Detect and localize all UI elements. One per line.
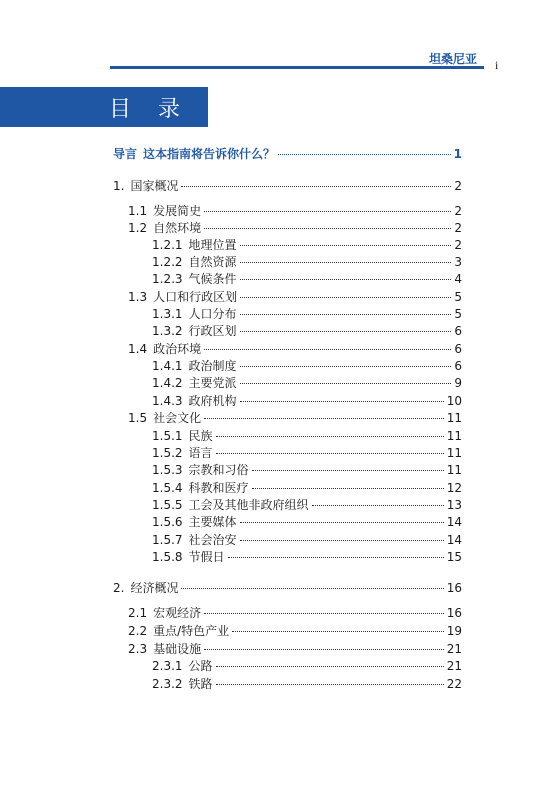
toc-entry-number: 1.5 xyxy=(128,411,148,425)
toc-entry-leader xyxy=(216,453,444,454)
toc-entry[interactable] xyxy=(128,410,462,426)
toc-entry-title: 地理位置 xyxy=(188,238,237,252)
toc-entry-leader xyxy=(216,436,444,437)
toc-entry-title: 行政区划 xyxy=(188,324,237,338)
toc-entry[interactable] xyxy=(152,549,462,565)
toc-entry-page: 22 xyxy=(446,677,462,691)
toc-entry-title: 宗教和习俗 xyxy=(188,463,249,477)
toc-entry-title: 节假日 xyxy=(188,550,225,564)
toc-entry-page: 2 xyxy=(454,204,462,218)
toc-entry-page: 9 xyxy=(454,376,462,390)
toc-entry-page: 1 xyxy=(453,147,462,161)
toc-entry-leader xyxy=(252,488,444,489)
toc-entry-title: 发展简史 xyxy=(153,204,202,218)
toc-entry-page: 6 xyxy=(454,342,462,356)
toc-entry-leader xyxy=(232,631,444,632)
toc-entry[interactable] xyxy=(152,306,462,322)
toc-entry[interactable] xyxy=(152,497,462,513)
toc-entry[interactable] xyxy=(152,532,462,548)
toc-entry-leader xyxy=(240,383,451,384)
toc-entry-page: 19 xyxy=(446,624,462,638)
toc-entry-leader xyxy=(240,401,444,402)
toc-entry[interactable] xyxy=(128,341,462,357)
toc-entry-leader xyxy=(240,366,451,367)
toc-entry[interactable] xyxy=(113,580,462,596)
toc-entry[interactable] xyxy=(152,480,462,496)
toc-entry-title: 人口分布 xyxy=(188,307,237,321)
toc-entry-page: 3 xyxy=(454,255,462,269)
toc-entry-page: 11 xyxy=(446,411,462,425)
toc-entry-number: 1.5.3 xyxy=(152,463,183,477)
toc-entry-title: 重点/特色产业 xyxy=(153,624,230,638)
toc-entry-page: 14 xyxy=(446,533,462,547)
toc-entry-title: 国家概况 xyxy=(130,179,179,193)
toc-entry-page: 11 xyxy=(446,463,462,477)
toc-entry[interactable] xyxy=(152,358,462,374)
toc-entry[interactable] xyxy=(152,237,462,253)
toc-entry-leader xyxy=(240,331,451,332)
toc-entry-number: 1. xyxy=(113,179,125,193)
toc-entry-page: 5 xyxy=(454,307,462,321)
toc-entry-title: 政府机构 xyxy=(188,394,237,408)
toc-entry-page: 4 xyxy=(454,272,462,286)
toc-entry-title: 民族 xyxy=(188,429,213,443)
toc-entry-leader xyxy=(240,245,451,246)
toc-entry-leader xyxy=(216,666,444,667)
toc-entry[interactable] xyxy=(152,323,462,339)
toc-entry[interactable] xyxy=(152,462,462,478)
toc-entry-title: 科教和医疗 xyxy=(188,481,249,495)
toc-title: 目 录 xyxy=(109,97,190,122)
toc-entry-page: 15 xyxy=(446,550,462,564)
toc-entry[interactable] xyxy=(128,220,462,236)
toc-entry-number: 2.1 xyxy=(128,606,148,620)
toc-entry-page: 6 xyxy=(454,359,462,373)
toc-entry-page: 10 xyxy=(446,394,462,408)
toc-entry-leader xyxy=(216,684,444,685)
toc-entry-title: 铁路 xyxy=(188,677,213,691)
toc-entry-title: 基础设施 xyxy=(153,642,202,656)
toc-entry-number: 1.3.2 xyxy=(152,324,183,338)
toc-entry-title: 社会文化 xyxy=(153,411,202,425)
page-numeral: i xyxy=(495,58,499,72)
toc-entry-leader xyxy=(240,314,451,315)
toc-entry-number: 2.3.2 xyxy=(152,677,183,691)
toc-entry[interactable] xyxy=(152,254,462,270)
toc-entry-number: 1.2.2 xyxy=(152,255,183,269)
toc-entry[interactable] xyxy=(152,375,462,391)
toc-entry-title: 工会及其他非政府组织 xyxy=(188,498,309,512)
toc-entry-leader xyxy=(204,418,444,419)
toc-entry[interactable] xyxy=(128,605,462,621)
toc-entry-page: 16 xyxy=(446,606,462,620)
toc-entry-number: 1.5.1 xyxy=(152,429,183,443)
toc-entry-leader xyxy=(312,505,444,506)
toc-entry[interactable] xyxy=(113,178,462,194)
toc-entry-leader xyxy=(278,154,451,155)
toc-entry[interactable] xyxy=(113,146,462,162)
toc-entry-leader xyxy=(204,613,444,614)
toc-entry-number: 1.1 xyxy=(128,204,148,218)
country-header: 坦桑尼亚 xyxy=(428,52,477,66)
toc-entry-leader xyxy=(204,349,451,350)
toc-entry-number: 1.5.8 xyxy=(152,550,183,564)
toc-entry-title: 气候条件 xyxy=(188,272,237,286)
toc-entry[interactable] xyxy=(152,445,462,461)
toc-entry[interactable] xyxy=(128,203,462,219)
toc-entry-page: 2 xyxy=(454,221,462,235)
toc-entry-leader xyxy=(181,186,451,187)
toc-entry-title: 这本指南将告诉你什么？ xyxy=(143,147,276,161)
toc-entry[interactable] xyxy=(152,271,462,287)
toc-entry-title: 主要党派 xyxy=(188,376,237,390)
toc-entry[interactable] xyxy=(152,393,462,409)
toc-entry[interactable] xyxy=(128,289,462,305)
toc-entry-number: 1.5.5 xyxy=(152,498,183,512)
toc-entry-title: 政治制度 xyxy=(188,359,237,373)
toc-entry[interactable] xyxy=(128,641,462,657)
toc-entry-number: 1.4.1 xyxy=(152,359,183,373)
toc-entry-page: 14 xyxy=(446,515,462,529)
toc-entry-leader xyxy=(204,211,451,212)
toc-entry-number: 2.2 xyxy=(128,624,148,638)
toc-entry-page: 5 xyxy=(454,290,462,304)
toc-entry-leader xyxy=(252,470,444,471)
toc-entry-number: 2.3.1 xyxy=(152,659,183,673)
toc-entry-number: 1.5.6 xyxy=(152,515,183,529)
toc-entry-page: 2 xyxy=(454,179,462,193)
toc-entry-title: 语言 xyxy=(188,446,213,460)
toc-entry-number: 1.5.7 xyxy=(152,533,183,547)
toc-entry-page: 13 xyxy=(446,498,462,512)
toc-entry-title: 政治环境 xyxy=(153,342,202,356)
toc-entry-number: 1.3 xyxy=(128,290,148,304)
toc-entry-page: 2 xyxy=(454,238,462,252)
toc-entry[interactable] xyxy=(152,676,462,692)
toc-entry-page: 12 xyxy=(446,481,462,495)
toc-entry-page: 11 xyxy=(446,446,462,460)
toc-entry-page: 11 xyxy=(446,429,462,443)
toc-entry-page: 21 xyxy=(446,642,462,656)
toc-entry-page: 16 xyxy=(446,581,462,595)
toc-entry-title: 经济概况 xyxy=(130,581,179,595)
toc-entry-number: 1.2 xyxy=(128,221,148,235)
toc-entry-number: 1.4 xyxy=(128,342,148,356)
toc-entry[interactable] xyxy=(152,658,462,674)
toc-entry-leader xyxy=(181,588,443,589)
toc-entry-title: 自然资源 xyxy=(188,255,237,269)
toc-entry-number: 1.2.3 xyxy=(152,272,183,286)
toc-entry-page: 6 xyxy=(454,324,462,338)
toc-entry-leader xyxy=(240,279,451,280)
toc-entry-title: 人口和行政区划 xyxy=(153,290,238,304)
toc-entry-title: 主要媒体 xyxy=(188,515,237,529)
toc-entry-title: 自然环境 xyxy=(153,221,202,235)
toc-entry-leader xyxy=(240,297,451,298)
toc-entry-number: 1.4.2 xyxy=(152,376,183,390)
toc-entry-page: 21 xyxy=(446,659,462,673)
toc-entry-number: 1.3.1 xyxy=(152,307,183,321)
toc-entry-leader xyxy=(240,262,451,263)
toc-entry-number: 导言 xyxy=(113,147,138,161)
toc-entry-number: 1.5.2 xyxy=(152,446,183,460)
toc-entry-number: 2. xyxy=(113,581,125,595)
toc-entry[interactable] xyxy=(128,623,462,639)
toc-entry-leader xyxy=(204,649,444,650)
toc-entry[interactable] xyxy=(152,428,462,444)
toc-entry-title: 社会治安 xyxy=(188,533,237,547)
toc-entry-leader xyxy=(240,522,444,523)
toc-entry-leader xyxy=(204,228,451,229)
toc-entry-leader xyxy=(228,557,444,558)
toc-entry[interactable] xyxy=(152,514,462,530)
toc-entry-leader xyxy=(240,540,444,541)
toc-entry-number: 1.4.3 xyxy=(152,394,183,408)
toc-entry-title: 宏观经济 xyxy=(153,606,202,620)
toc-entry-number: 2.3 xyxy=(128,642,148,656)
toc-entry-title: 公路 xyxy=(188,659,213,673)
toc-entry-number: 1.2.1 xyxy=(152,238,183,252)
toc-entry-number: 1.5.4 xyxy=(152,481,183,495)
